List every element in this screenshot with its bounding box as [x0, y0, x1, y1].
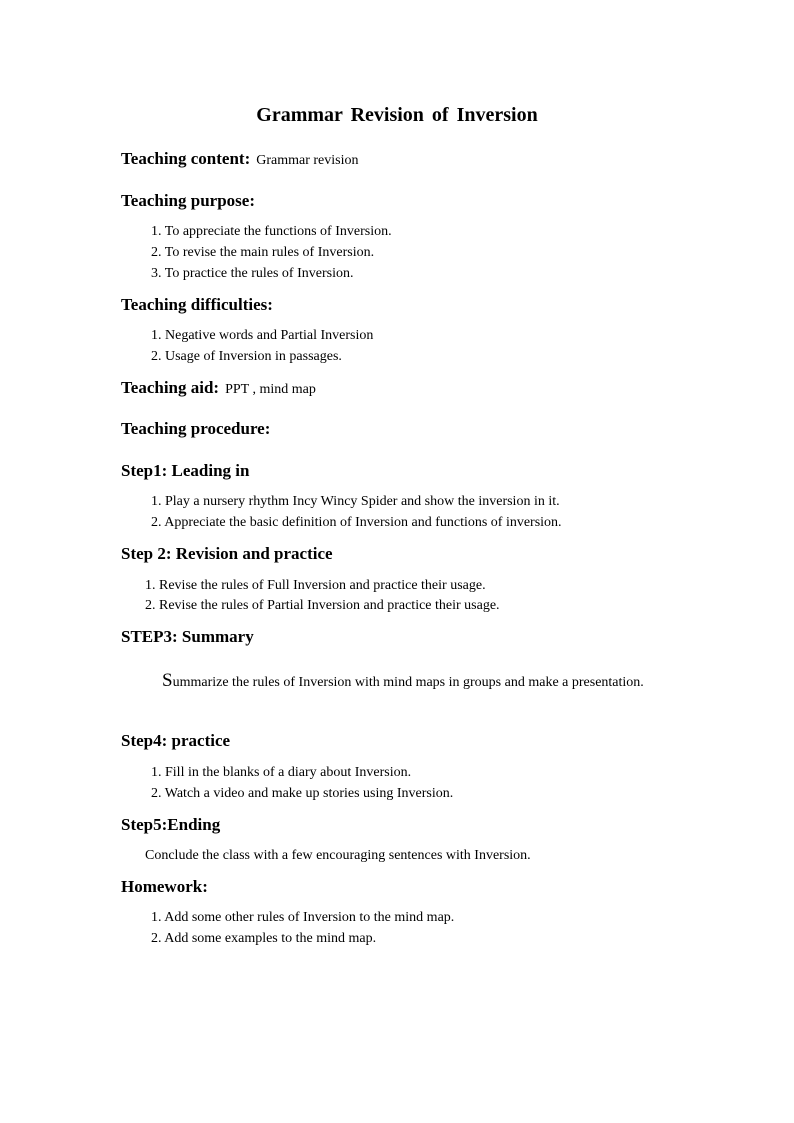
step1-item-2: 2. Appreciate the basic definition of Inversion and functions of inversion. [151, 515, 562, 530]
step3-drop-cap: S [162, 670, 173, 691]
purpose-item-1: 1. To appreciate the functions of Inversion. [151, 224, 392, 239]
teaching-aid-heading [121, 378, 316, 398]
homework-item-1: 1. Add some other rules of Inversion to the mind map. [151, 910, 455, 925]
teaching-difficulties-heading: Teaching difficulties: [121, 295, 273, 314]
step2-item-2: 2. Revise the rules of Partial Inversion and practice their usage. [145, 598, 500, 613]
step3-text: ummarize the rules of Inversion with mind maps in groups and make a presentation. [172, 675, 644, 690]
step4-heading: Step4: practice [121, 731, 231, 750]
teaching-purpose-heading: Teaching purpose: [121, 191, 255, 210]
teaching-aid-value: PPT , mind map [225, 382, 316, 397]
homework-item-2: 2. Add some examples to the mind map. [151, 931, 377, 946]
difficulty-item-1: 1. Negative words and Partial Inversion [151, 328, 374, 343]
teaching-aid-label: Teaching aid: [121, 378, 220, 397]
teaching-procedure-heading: Teaching procedure: [121, 419, 271, 438]
step3-paragraph [162, 666, 674, 697]
step2-item-1: 1. Revise the rules of Full Inversion and practice their usage. [145, 578, 486, 593]
step5-text: Conclude the class with a few encouraging sentences with Inversion. [145, 848, 531, 863]
purpose-item-3: 3. To practice the rules of Inversion. [151, 266, 354, 281]
homework-heading: Homework: [121, 877, 208, 896]
teaching-content-heading [121, 149, 359, 169]
step4-item-2: 2. Watch a video and make up stories using Inversion. [151, 786, 454, 801]
step1-item-1: 1. Play a nursery rhythm Incy Wincy Spider and show the inversion in it. [151, 494, 560, 509]
step5-heading: Step5:Ending [121, 815, 221, 834]
purpose-item-2: 2. To revise the main rules of Inversion. [151, 245, 375, 260]
teaching-content-value: Grammar revision [256, 153, 359, 168]
document-title: Grammar Revision of Inversion [256, 104, 538, 126]
step2-heading: Step 2: Revision and practice [121, 544, 333, 563]
step4-item-1: 1. Fill in the blanks of a diary about Inversion. [151, 765, 412, 780]
step3-heading: STEP3: Summary [121, 627, 254, 646]
difficulty-item-2: 2. Usage of Inversion in passages. [151, 349, 342, 364]
step1-heading: Step1: Leading in [121, 461, 250, 480]
teaching-content-label: Teaching content: [121, 149, 251, 168]
